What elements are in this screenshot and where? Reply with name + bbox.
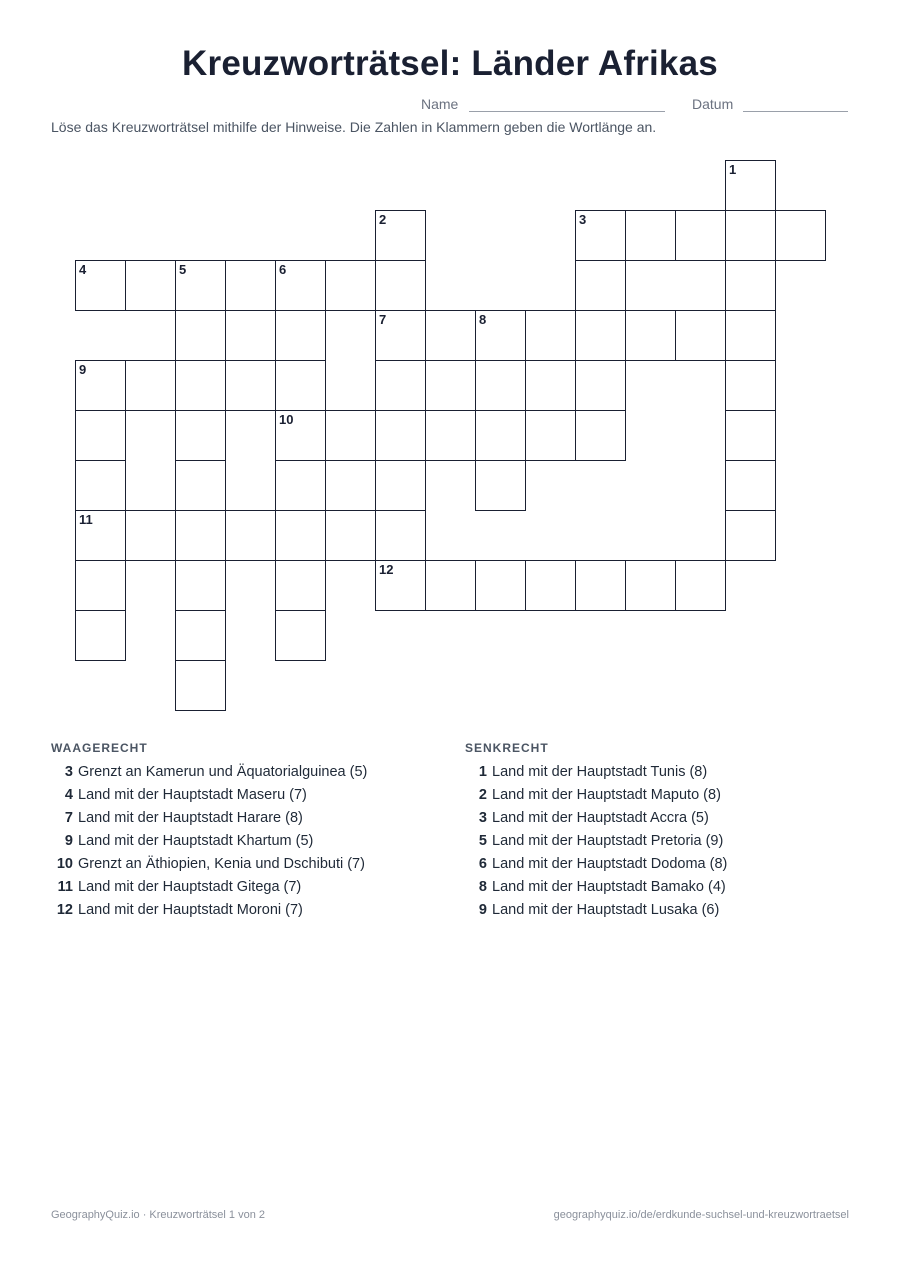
grid-cell[interactable]	[175, 610, 226, 661]
clue-item-number: 3	[64, 764, 73, 780]
grid-cell[interactable]	[275, 310, 326, 361]
grid-cell[interactable]	[425, 410, 476, 461]
clue-item-text: Grenzt an Kamerun und Äquatorialguinea (5)	[78, 764, 368, 780]
grid-cell[interactable]	[525, 360, 576, 411]
grid-cell[interactable]	[675, 210, 726, 261]
date-label: Datum	[692, 96, 734, 112]
grid-cell[interactable]	[325, 510, 376, 561]
clue-item-number: 12	[56, 902, 73, 918]
grid-cell[interactable]	[475, 410, 526, 461]
grid-cell[interactable]	[425, 310, 476, 361]
clue-item	[51, 856, 367, 879]
clue-item	[465, 833, 727, 856]
grid-cell[interactable]	[175, 510, 226, 561]
grid-cell[interactable]	[375, 410, 426, 461]
clue-item-text: Land mit der Hauptstadt Moroni (7)	[78, 902, 303, 918]
grid-cell[interactable]	[275, 260, 326, 311]
clue-item-number: 3	[478, 810, 487, 826]
clue-number: 12	[379, 562, 394, 577]
clue-item-number: 9	[478, 902, 487, 918]
grid-cell[interactable]	[625, 310, 676, 361]
grid-cell[interactable]	[675, 560, 726, 611]
grid-cell[interactable]	[575, 260, 626, 311]
instructions: Löse das Kreuzworträtsel mithilfe der Hinweise. Die Zahlen in Klammern geben die Wortlänge an.	[51, 119, 657, 135]
grid-cell[interactable]	[275, 460, 326, 511]
clue-item	[51, 810, 367, 833]
clue-item-number: 7	[64, 810, 73, 826]
clue-item-number: 11	[57, 879, 73, 895]
grid-cell[interactable]	[175, 410, 226, 461]
clue-item	[465, 810, 727, 833]
grid-cell[interactable]	[75, 410, 126, 461]
grid-cell[interactable]	[725, 460, 776, 511]
grid-cell[interactable]	[125, 360, 176, 411]
grid-cell[interactable]	[225, 260, 276, 311]
grid-cell[interactable]	[275, 560, 326, 611]
clue-item-number: 1	[478, 764, 487, 780]
clue-item	[465, 879, 727, 902]
clue-item-number: 8	[478, 879, 487, 895]
grid-cell[interactable]	[275, 610, 326, 661]
grid-cell[interactable]	[325, 410, 376, 461]
grid-cell[interactable]	[775, 210, 826, 261]
grid-cell[interactable]	[375, 510, 426, 561]
clue-item-text: Land mit der Hauptstadt Maseru (7)	[78, 787, 307, 803]
clue-item	[51, 833, 367, 856]
grid-cell[interactable]	[75, 510, 126, 561]
clue-item	[465, 856, 727, 879]
clue-item-number: 6	[478, 856, 487, 872]
clue-item-number: 9	[64, 833, 73, 849]
clue-number: 2	[379, 212, 387, 227]
clue-item-text: Land mit der Hauptstadt Tunis (8)	[492, 764, 708, 780]
grid-cell[interactable]	[325, 460, 376, 511]
clue-item-number: 4	[64, 787, 73, 803]
clue-item	[465, 787, 727, 810]
grid-cell[interactable]	[675, 310, 726, 361]
page-title: Kreuzworträtsel: Länder Afrikas	[182, 44, 718, 83]
clue-number: 3	[579, 212, 587, 227]
grid-cell[interactable]	[75, 360, 126, 411]
grid-cell[interactable]	[475, 560, 526, 611]
grid-cell[interactable]	[375, 460, 426, 511]
grid-cell[interactable]	[75, 560, 126, 611]
grid-cell[interactable]	[325, 260, 376, 311]
grid-cell[interactable]	[725, 260, 776, 311]
grid-cell[interactable]	[425, 560, 476, 611]
clue-number: 7	[379, 312, 387, 327]
grid-cell[interactable]	[125, 510, 176, 561]
grid-cell[interactable]	[175, 260, 226, 311]
grid-cell[interactable]	[225, 310, 276, 361]
clue-item-text: Land mit der Hauptstadt Pretoria (9)	[492, 833, 724, 849]
grid-cell[interactable]	[75, 610, 126, 661]
clue-item	[51, 902, 367, 925]
footer-right: geographyquiz.io/de/erdkunde-suchsel-und-kreuzwortraetsel	[553, 1209, 849, 1221]
clue-item-text: Land mit der Hauptstadt Maputo (8)	[492, 787, 721, 803]
clue-number: 5	[179, 262, 187, 277]
grid-cell[interactable]	[475, 310, 526, 361]
grid-cell[interactable]	[375, 560, 426, 611]
grid-cell[interactable]	[225, 360, 276, 411]
grid-cell[interactable]	[725, 360, 776, 411]
clue-number: 1	[729, 162, 737, 177]
grid-cell[interactable]	[175, 460, 226, 511]
clue-item-number: 5	[478, 833, 487, 849]
grid-cell[interactable]	[475, 460, 526, 511]
grid-cell[interactable]	[725, 410, 776, 461]
down-clue-list	[465, 764, 727, 925]
grid-cell[interactable]	[475, 360, 526, 411]
grid-cell[interactable]	[625, 560, 676, 611]
clue-number: 9	[79, 362, 87, 377]
clue-item-number: 10	[56, 856, 73, 872]
grid-cell[interactable]	[275, 360, 326, 411]
clue-number: 6	[279, 262, 287, 277]
clue-item	[465, 764, 727, 787]
grid-cell[interactable]	[575, 560, 626, 611]
grid-cell[interactable]	[375, 260, 426, 311]
grid-cell[interactable]	[225, 510, 276, 561]
grid-cell[interactable]	[275, 510, 326, 561]
across-heading: WAAGERECHT	[51, 741, 148, 755]
grid-cell[interactable]	[175, 310, 226, 361]
grid-cell[interactable]	[575, 210, 626, 261]
clue-number: 11	[79, 512, 93, 527]
grid-cell[interactable]	[725, 510, 776, 561]
clue-number: 4	[79, 262, 87, 277]
clue-number: 8	[479, 312, 487, 327]
grid-cell[interactable]	[75, 260, 126, 311]
clue-item-text: Land mit der Hauptstadt Bamako (4)	[492, 879, 726, 895]
grid-cell[interactable]	[525, 310, 576, 361]
grid-cell[interactable]	[575, 360, 626, 411]
grid-cell[interactable]	[175, 560, 226, 611]
clue-item-text: Land mit der Hauptstadt Harare (8)	[78, 810, 303, 826]
clue-item	[51, 787, 367, 810]
clue-number: 10	[279, 412, 294, 427]
clue-item-text: Land mit der Hauptstadt Dodoma (8)	[492, 856, 728, 872]
grid-cell[interactable]	[175, 660, 226, 711]
grid-cell[interactable]	[725, 310, 776, 361]
grid-cell[interactable]	[575, 310, 626, 361]
clue-item-text: Land mit der Hauptstadt Lusaka (6)	[492, 902, 720, 918]
clue-item-number: 2	[478, 787, 487, 803]
grid-cell[interactable]	[425, 360, 476, 411]
clue-item	[465, 902, 727, 925]
clue-item-text: Land mit der Hauptstadt Accra (5)	[492, 810, 709, 826]
footer-left: GeographyQuiz.io · Kreuzworträtsel 1 von 2	[51, 1209, 265, 1221]
across-clue-list	[51, 764, 367, 925]
grid-cell[interactable]	[275, 410, 326, 461]
down-heading: SENKRECHT	[465, 741, 549, 755]
grid-cell[interactable]	[575, 410, 626, 461]
grid-cell[interactable]	[125, 260, 176, 311]
grid-cell[interactable]	[725, 160, 776, 211]
grid-cell[interactable]	[375, 310, 426, 361]
clue-item-text: Land mit der Hauptstadt Gitega (7)	[78, 879, 302, 895]
grid-cell[interactable]	[625, 210, 676, 261]
grid-cell[interactable]	[75, 460, 126, 511]
grid-cell[interactable]	[525, 560, 576, 611]
grid-cell[interactable]	[725, 210, 776, 261]
grid-cell[interactable]	[375, 210, 426, 261]
name-label: Name	[421, 96, 459, 112]
grid-cell[interactable]	[175, 360, 226, 411]
clue-item-text: Grenzt an Äthiopien, Kenia und Dschibuti (7)	[78, 856, 365, 872]
grid-cell[interactable]	[525, 410, 576, 461]
grid-cell[interactable]	[375, 360, 426, 411]
clue-item-text: Land mit der Hauptstadt Khartum (5)	[78, 833, 314, 849]
clue-item	[51, 764, 367, 787]
clue-item	[51, 879, 367, 902]
